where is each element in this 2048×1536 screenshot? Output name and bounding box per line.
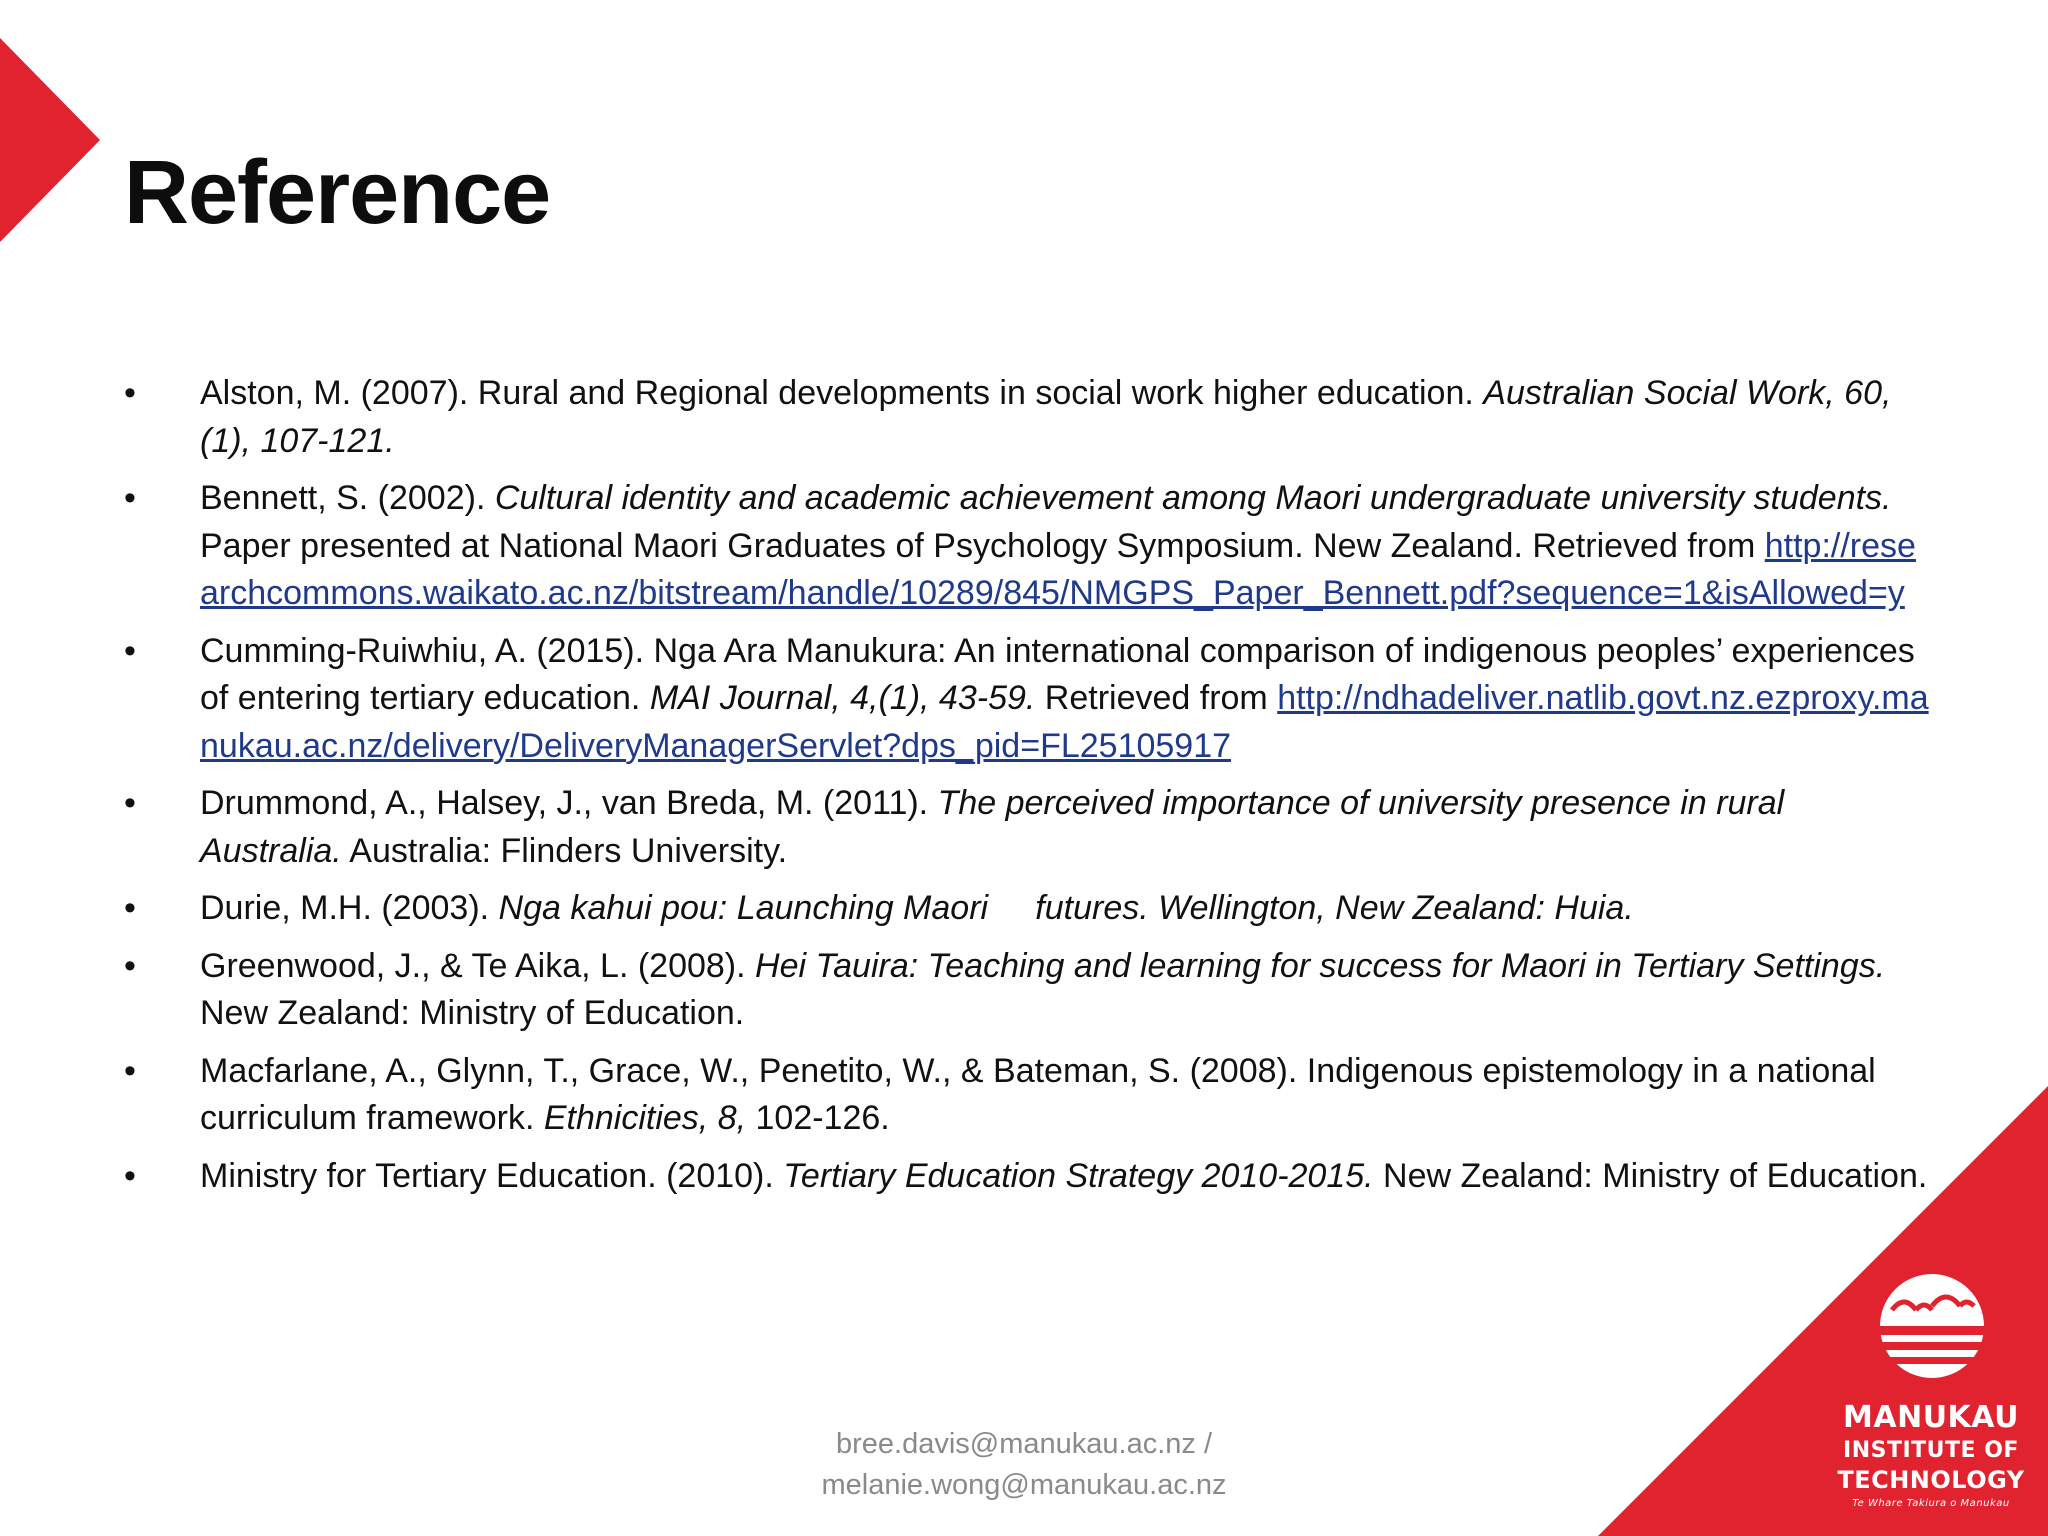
reference-item bbox=[120, 628, 1930, 771]
logo-emblem-icon bbox=[1862, 1270, 2002, 1382]
mit-logo bbox=[1836, 1270, 2026, 1510]
footer-contact bbox=[760, 1424, 1288, 1506]
logo-text-institute: INSTITUTE OF bbox=[1843, 1438, 2019, 1463]
bullet-icon: • bbox=[124, 1051, 136, 1090]
logo-tagline: Te Whare Takiura o Manukau bbox=[1852, 1498, 2010, 1509]
reference-text: Macfarlane, A., Glynn, T., Grace, W., Penetito, W., & Bateman, S. (2008). Indigenous epistemology in a national curriculum framework. bbox=[200, 1051, 1876, 1137]
reference-text: Durie, M.H. (2003). bbox=[200, 889, 499, 927]
reference-title-italic: The perceived importance of university presence in rural Australia. bbox=[200, 784, 1785, 870]
decorative-red-triangle-left bbox=[0, 38, 100, 242]
reference-text: Ministry for Tertiary Education. (2010). bbox=[200, 1156, 784, 1195]
reference-item bbox=[120, 885, 1930, 933]
reference-title-italic: Nga kahui pou: Launching Maori futures. Wellington, New Zealand: Huia. bbox=[498, 889, 1634, 927]
reference-title-italic: Australian Social Work, 60, (1), 107-121. bbox=[200, 374, 1892, 460]
reference-item bbox=[120, 1048, 1930, 1143]
bullet-icon: • bbox=[124, 889, 136, 927]
reference-title-italic: Cultural identity and academic achievement among Maori undergraduate university students. bbox=[494, 479, 1892, 517]
reference-text: Australia: Flinders University. bbox=[341, 831, 788, 870]
reference-text: New Zealand: Ministry of Education. bbox=[200, 994, 745, 1032]
reference-link[interactable]: http://researchcommons.waikato.ac.nz/bitstream/handle/10289/845/NMGPS_Paper_Bennett.pdf?sequence=1&isAllowed=y bbox=[200, 526, 1916, 612]
reference-item bbox=[120, 943, 1930, 1038]
reference-item bbox=[120, 1153, 1930, 1201]
contact-email-2: melanie.wong@manukau.ac.nz bbox=[821, 1469, 1227, 1501]
reference-text: Paper presented at National Maori Graduates of Psychology Symposium. New Zealand. Retrieved from bbox=[200, 526, 1765, 565]
reference-text: Cumming-Ruiwhiu, A. (2015). Nga Ara Manukura: An international comparison of indigenous peoples’ experiences of entering tertiary education. bbox=[200, 631, 1915, 717]
reference-text: 102-126. bbox=[746, 1099, 890, 1137]
reference-title-italic: Hei Tauira: Teaching and learning for success for Maori in Tertiary Settings. bbox=[755, 946, 1886, 985]
logo-text-technology: TECHNOLOGY bbox=[1837, 1466, 2025, 1494]
bullet-icon: • bbox=[124, 479, 136, 517]
reference-title-italic: MAI Journal, 4,(1), 43-59. bbox=[649, 679, 1036, 717]
bullet-icon: • bbox=[124, 374, 136, 412]
reference-item bbox=[120, 370, 1930, 465]
reference-link[interactable]: http://ndhadeliver.natlib.govt.nz.ezproxy.manukau.ac.nz/delivery/DeliveryManagerServlet?dps_pid=FL25105917 bbox=[200, 679, 1929, 765]
reference-title-italic: Tertiary Education Strategy 2010-2015. bbox=[783, 1156, 1374, 1195]
reference-text: Greenwood, J., & Te Aika, L. (2008). bbox=[200, 946, 756, 985]
reference-title-italic: Ethnicities, 8, bbox=[543, 1099, 747, 1137]
contact-email-1: bree.davis@manukau.ac.nz / bbox=[835, 1428, 1213, 1460]
bullet-icon: • bbox=[124, 946, 136, 985]
reference-text: Drummond, A., Halsey, J., van Breda, M. (2011). bbox=[200, 784, 938, 822]
reference-text: Bennett, S. (2002). bbox=[200, 479, 495, 517]
reference-list bbox=[120, 370, 1930, 1210]
slide-title: Reference bbox=[124, 143, 551, 244]
bullet-icon: • bbox=[124, 631, 136, 670]
reference-item bbox=[120, 780, 1930, 875]
bullet-icon: • bbox=[124, 784, 136, 822]
reference-text: Retrieved from bbox=[1035, 679, 1278, 717]
reference-item bbox=[120, 475, 1930, 618]
logo-text-manukau: MANUKAU bbox=[1843, 1400, 2019, 1435]
reference-text: New Zealand: Ministry of Education. bbox=[1373, 1156, 1928, 1195]
reference-text: Alston, M. (2007). Rural and Regional developments in social work higher education. bbox=[200, 374, 1484, 412]
bullet-icon: • bbox=[124, 1156, 136, 1195]
